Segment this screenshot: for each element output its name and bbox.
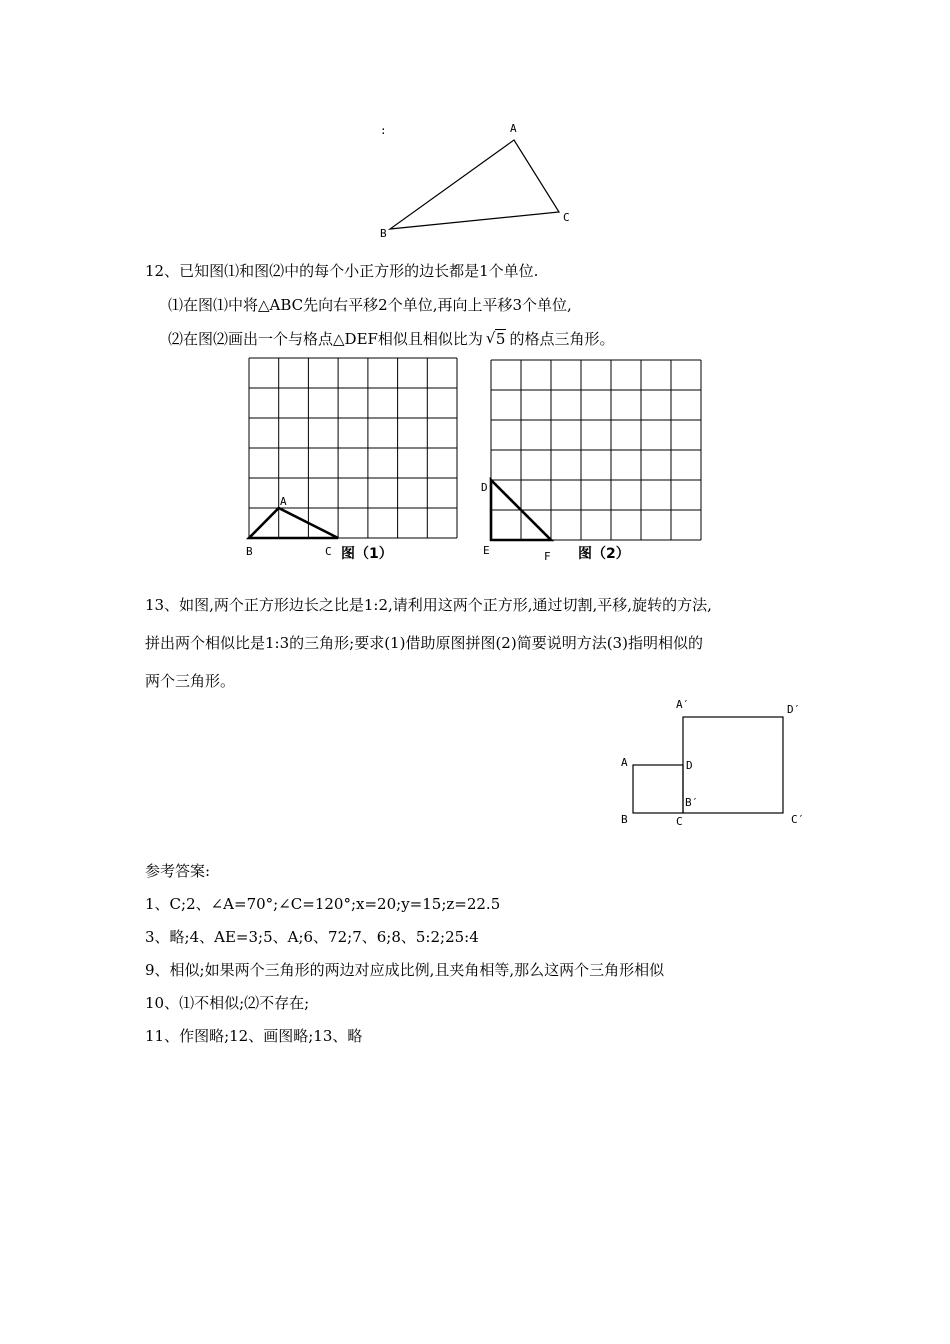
grid-figure-1 xyxy=(249,358,457,538)
question-12-title: 12、已知图⑴和图⑵中的每个小正方形的边长都是1个单位. xyxy=(145,262,539,280)
square-label-b: B xyxy=(621,813,628,826)
question-12-part-2 xyxy=(168,328,614,349)
square-label-b-prime: B′ xyxy=(685,796,699,809)
triangle-def-grid xyxy=(491,480,551,540)
vertex-label-b: B xyxy=(380,227,387,240)
grid1-label-a: A xyxy=(280,495,287,508)
grid-figure-2 xyxy=(491,360,701,540)
grid2-caption: 图（2） xyxy=(578,546,630,562)
triangle-abc xyxy=(390,140,559,229)
vertex-label-c: C xyxy=(563,211,570,224)
square-label-a-prime: A′ xyxy=(676,698,690,711)
square-label-d: D xyxy=(686,759,693,772)
grid1-caption: 图（1） xyxy=(341,546,393,562)
question-12-part-2-after: 的格点三角形。 xyxy=(509,330,615,348)
grid2-label-d: D xyxy=(481,481,488,494)
square-label-d-prime: D′ xyxy=(787,703,801,716)
stray-mark: : xyxy=(380,124,387,137)
sqrt-sign: √ xyxy=(485,329,496,347)
question-12-part-2-before: ⑵在图⑵画出一个与格点△DEF相似且相似比为 xyxy=(168,330,483,348)
square-label-a: A xyxy=(621,756,628,769)
question-13-line-2: 拼出两个相似比是1:3的三角形;要求(1)借助原图拼图(2)简要说明方法(3)指明相似的 xyxy=(145,634,703,652)
triangle-abc-grid xyxy=(249,508,338,538)
small-square xyxy=(633,765,683,813)
square-label-c-prime: C′ xyxy=(791,813,805,826)
answer-line-5: 11、作图略;12、画图略;13、略 xyxy=(145,1027,363,1045)
answer-line-1: 1、C;2、∠A=70°;∠C=120°;x=20;y=15;z=22.5 xyxy=(145,895,501,913)
sqrt-radicand: 5 xyxy=(495,330,506,348)
question-13-line-3: 两个三角形。 xyxy=(145,672,236,690)
answer-line-3: 9、相似;如果两个三角形的两边对应成比例,且夹角相等,那么这两个三角形相似 xyxy=(145,961,665,979)
grid1-label-c: C xyxy=(325,545,332,558)
answers-heading: 参考答案: xyxy=(145,862,211,880)
question-12-part-1: ⑴在图⑴中将△ABC先向右平移2个单位,再向上平移3个单位, xyxy=(168,296,572,314)
answer-line-4: 10、⑴不相似;⑵不存在; xyxy=(145,994,310,1012)
question-13-line-1: 13、如图,两个正方形边长之比是1:2,请利用这两个正方形,通过切割,平移,旋转的方法, xyxy=(145,596,712,614)
vertex-label-a: A xyxy=(510,122,517,135)
grid2-label-f: F xyxy=(544,550,551,563)
grid1-label-b: B xyxy=(246,545,253,558)
grid2-label-e: E xyxy=(483,544,490,557)
square-label-c: C xyxy=(676,815,683,828)
answer-line-2: 3、略;4、AE=3;5、A;6、72;7、6;8、5:2;25:4 xyxy=(145,928,479,946)
sqrt-expression xyxy=(486,330,507,348)
